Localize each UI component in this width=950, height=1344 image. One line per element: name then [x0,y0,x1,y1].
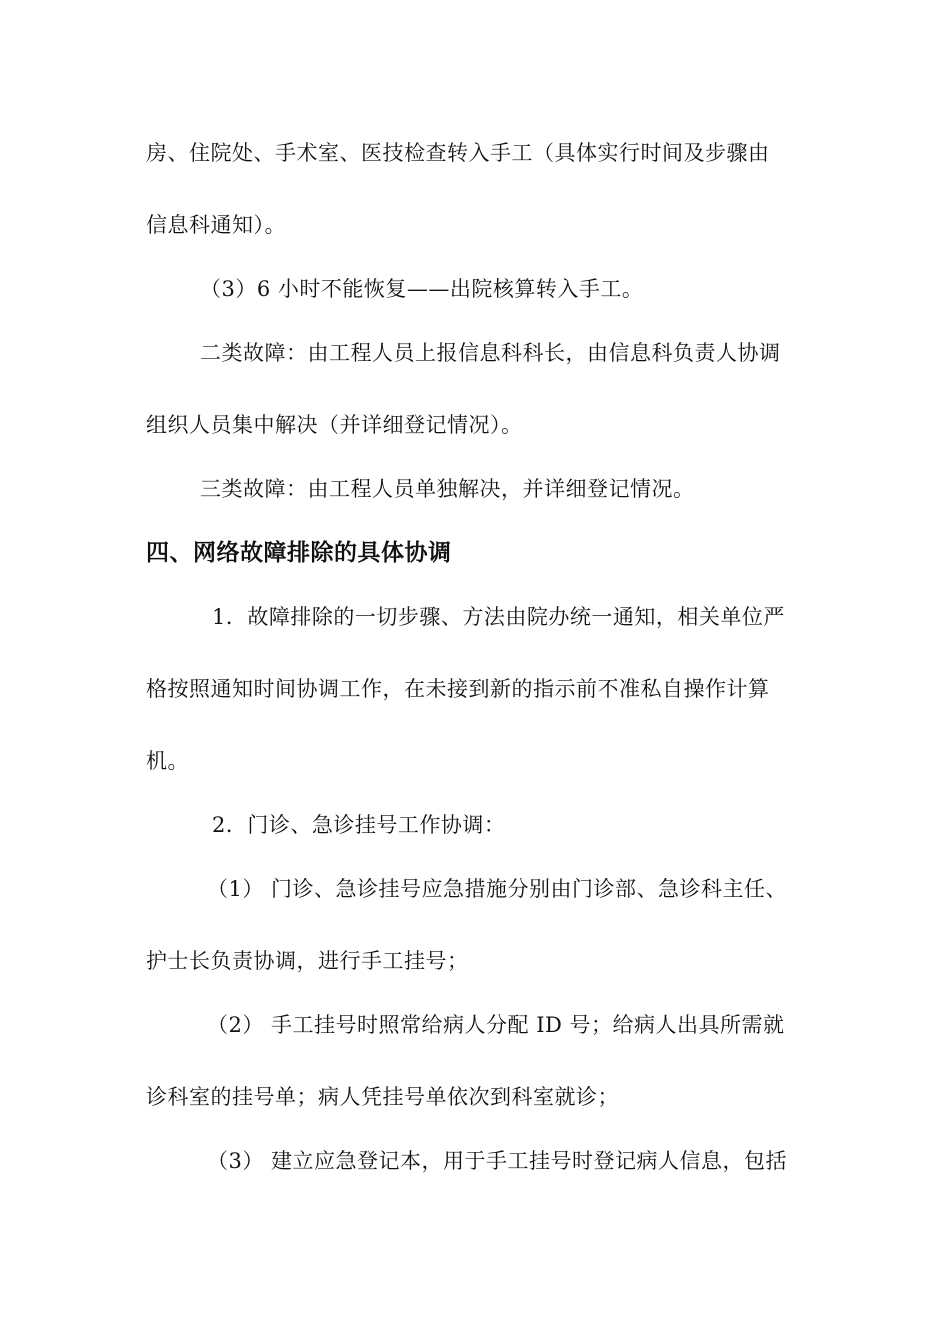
paragraph-line: 护士长负责协调，进行手工挂号； [146,949,469,973]
paragraph-line: （3） 建立应急登记本，用于手工挂号时登记病人信息，包括 [207,1149,788,1173]
paragraph-line: （3）6 小时不能恢复——出院核算转入手工。 [200,277,644,301]
paragraph-line: 2．门诊、急诊挂号工作协调： [212,813,506,837]
paragraph-line: 1．故障排除的一切步骤、方法由院办统一通知，相关单位严 [212,605,785,629]
paragraph-line: （1） 门诊、急诊挂号应急措施分别由门诊部、急诊科主任、 [207,877,788,901]
paragraph-line: 诊科室的挂号单；病人凭挂号单依次到科室就诊； [146,1085,619,1109]
paragraph-line: 格按照通知时间协调工作，在未接到新的指示前不准私自操作计算 [146,677,770,701]
paragraph-line: 二类故障：由工程人员上报信息科科长，由信息科负责人协调 [200,341,781,365]
paragraph-line: 信息科通知）。 [146,213,286,237]
paragraph-line: 房、住院处、手术室、医技检查转入手工（具体实行时间及步骤由 [146,141,770,165]
section-heading: 四、网络故障排除的具体协调 [146,540,452,566]
paragraph-line: 机。 [146,749,189,773]
paragraph-line: （2） 手工挂号时照常给病人分配 ID 号；给病人出具所需就 [207,1013,785,1037]
paragraph-line: 三类故障：由工程人员单独解决，并详细登记情况。 [200,477,695,501]
paragraph-line: 组织人员集中解决（并详细登记情况）。 [146,413,523,437]
